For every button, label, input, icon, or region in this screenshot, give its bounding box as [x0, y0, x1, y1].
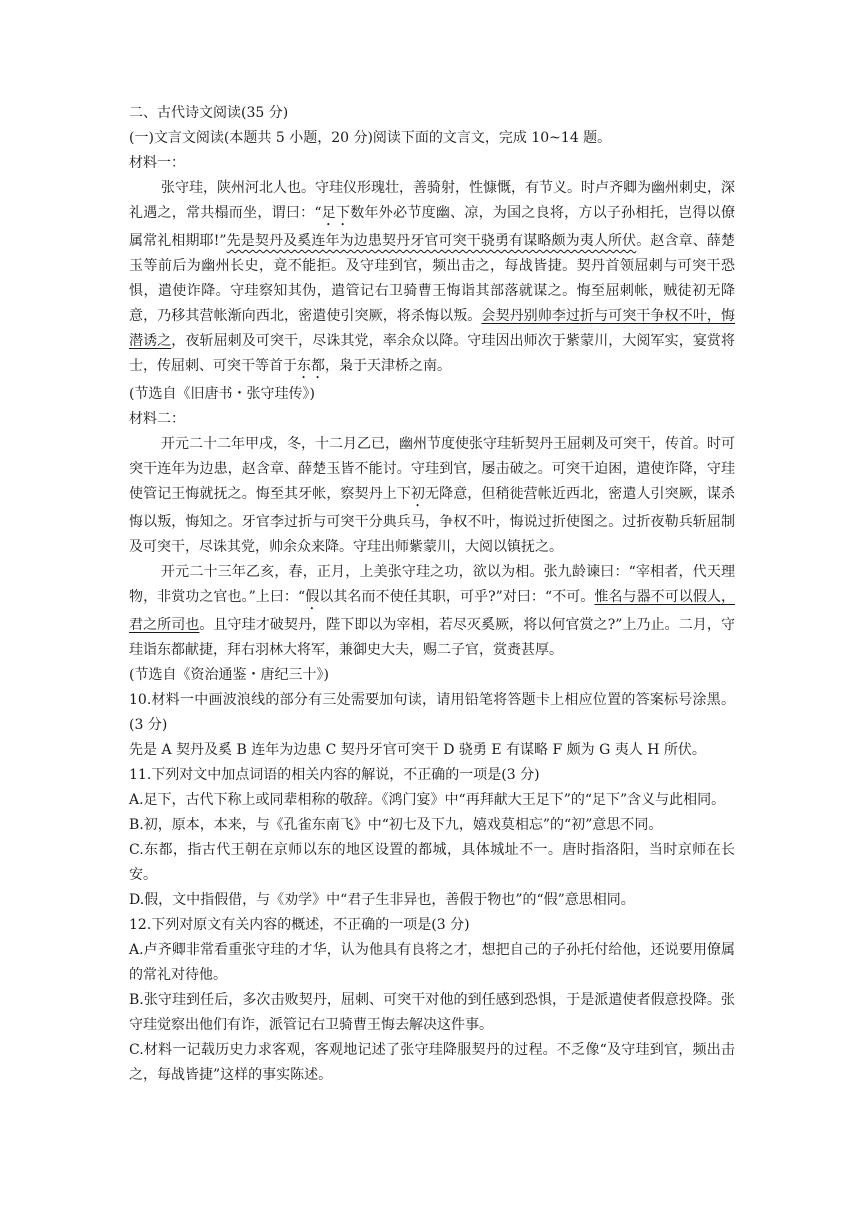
- underlined-sentence: 惟名与器不可以假人，君之所司也: [129, 589, 736, 633]
- question-12-option-c: C.材料一记载历史力求客观，客观地记述了张守珪降服契丹的过程。不乏像“及守珪到官，频出击之，每战皆捷”这样的事实陈述。: [129, 1042, 735, 1083]
- material1-label: 材料一：: [129, 155, 185, 171]
- material2-paragraph-1: 开元二十二年甲戌，冬，十二月乙已，幽州节度使张守珪斩契丹王屈刺及可突干，传首。时可突干连年为边患，赵含章、薛楚玉皆不能讨。守珪到官，屡击破之。可突干迫困，遣使诈降，守珪使管记王悔就抚之。悔至其牙帐，察契丹上下初无降意，但稍徙营帐近西北，密遣人引突厥，谋杀悔以叛，悔知之。牙官李过折与可突干分典兵马，争权不叶，悔说过折使图之。过折夜勒兵斩屈制及可突干，尽诛其党，帅余众来降。守珪出师紫蒙川，大阅以镇抚之。: [129, 436, 736, 555]
- dotted-word: 东都: [297, 358, 325, 374]
- dotted-word: 初: [410, 486, 426, 502]
- material1-paragraph: 张守珪，陕州河北人也。守珪仪形瑰壮，善骑射，性慷慨，有节义。时卢齐卿为幽州刺史，深礼遇之，常共榻而坐，谓曰：“足下数年外必节度幽、凉，为国之良将，方以子孙相托，岂得以僚属常礼相期耶!”先是契丹及奚连年为边患契丹牙官可突干骁勇有谋略颇为夷人所伏。赵含章、薛楚玉等前后为幽州长史，竟不能拒。及守珪到官，频出击之，每战皆捷。契丹首领屈刺与可突干恐惧，遣使诈降。守珪察知其伪，遣管记右卫骑曹王悔诣其部落就谋之。悔至屈刺帐，贼徒初无降意，乃移其营帐渐向西北，密遣使引突厥，将杀悔以叛。会契丹别帅李过折与可突干争权不叶，悔潜诱之，夜斩屈刺及可突干，尽诛其党，率余众以降。守珪因出师次于紫蒙川，大阅军实，宴赏将士，传屈刺、可突干等首于东都，枭于天津桥之南。: [129, 180, 736, 374]
- material2-label: 材料二：: [129, 411, 185, 427]
- question-11-stem: 11.下列对文中加点词语的相关内容的解说，不正确的一项是(3 分): [129, 767, 540, 783]
- question-11-option-a: A.足下，古代下称上或同辈相称的敬辞。《鸿门宴》中“再拜献大王足下”的“足下”含义与此相同。: [129, 792, 726, 808]
- section-title: 二、古代诗文阅读(35 分): [129, 105, 289, 121]
- wavy-underlined-passage: 先是契丹及奚连年为边患契丹牙官可突干骁勇有谋略颇为夷人所伏: [226, 233, 637, 249]
- dotted-word: 足下: [321, 205, 351, 221]
- question-10-stem: 10.材料一中画波浪线的部分有三处需要加句读，请用铅笔将答题卡上相应位置的答案标号涂黑。(3 分): [129, 692, 735, 733]
- material1-source: (节选自《旧唐书・张守珪传》): [129, 386, 315, 402]
- dotted-word: 假: [305, 589, 320, 605]
- underlined-sentence: 会契丹别帅李过折与可突干争权不叶，悔潜诱之: [129, 308, 736, 349]
- question-10-options: 先是 A 契丹及奚 B 连年为边患 C 契丹牙官可突干 D 骁勇 E 有谋略 F 颇为 G 夷人 H 所伏。: [129, 742, 706, 758]
- question-11-option-b: B.初，原本，本来，与《孔雀东南飞》中“初七及下九，嬉戏莫相忘”的“初”意思不同。: [129, 817, 663, 833]
- question-12-option-b: B.张守珪到任后，多次击败契丹，屈刺、可突干对他的到任感到恐惧，于是派遣使者假意投降。张守珪觉察出他们有诈，派管记右卫骑曹王悔去解决这件事。: [129, 992, 735, 1033]
- question-11-option-d: D.假，文中指假借，与《劝学》中“君子生非异也，善假于物也”的“假”意思相同。: [129, 892, 635, 908]
- question-12-option-a: A.卢齐卿非常看重张守珪的才华，认为他具有良将之才，想把自己的子孙托付给他，还说要用僚属的常礼对待他。: [129, 942, 735, 983]
- material2-source: (节选自《资治通鉴・唐纪三十》): [129, 667, 329, 683]
- subsection-instructions: (一)文言文阅读(本题共 5 小题，20 分)阅读下面的文言文，完成 10~14 题。: [129, 130, 612, 146]
- exam-page: [129, 101, 735, 1088]
- material2-paragraph-2: 开元二十三年乙亥，春，正月，上美张守珪之功，欲以为相。张九龄谏曰：“宰相者，代天理物，非赏功之官也。”上曰：“假以其名而不使任其职，可乎?”对曰：“不可。惟名与器不可以假人，君之所司也。且守珪才破契丹，陛下即以为宰相，若尽灭奚厥，将以何官赏之?”上乃止。二月，守珪诣东都献捷，拜右羽林大将军，兼御史大夫，赐二子官，赏赉甚厚。: [129, 564, 736, 658]
- question-12-stem: 12.下列对原文有关内容的概述，不正确的一项是(3 分): [129, 917, 470, 933]
- question-11-option-c: C.东都，指古代王朝在京师以东的地区设置的都城，具体城址不一。唐时指洛阳，当时京师在长安。: [129, 842, 735, 883]
